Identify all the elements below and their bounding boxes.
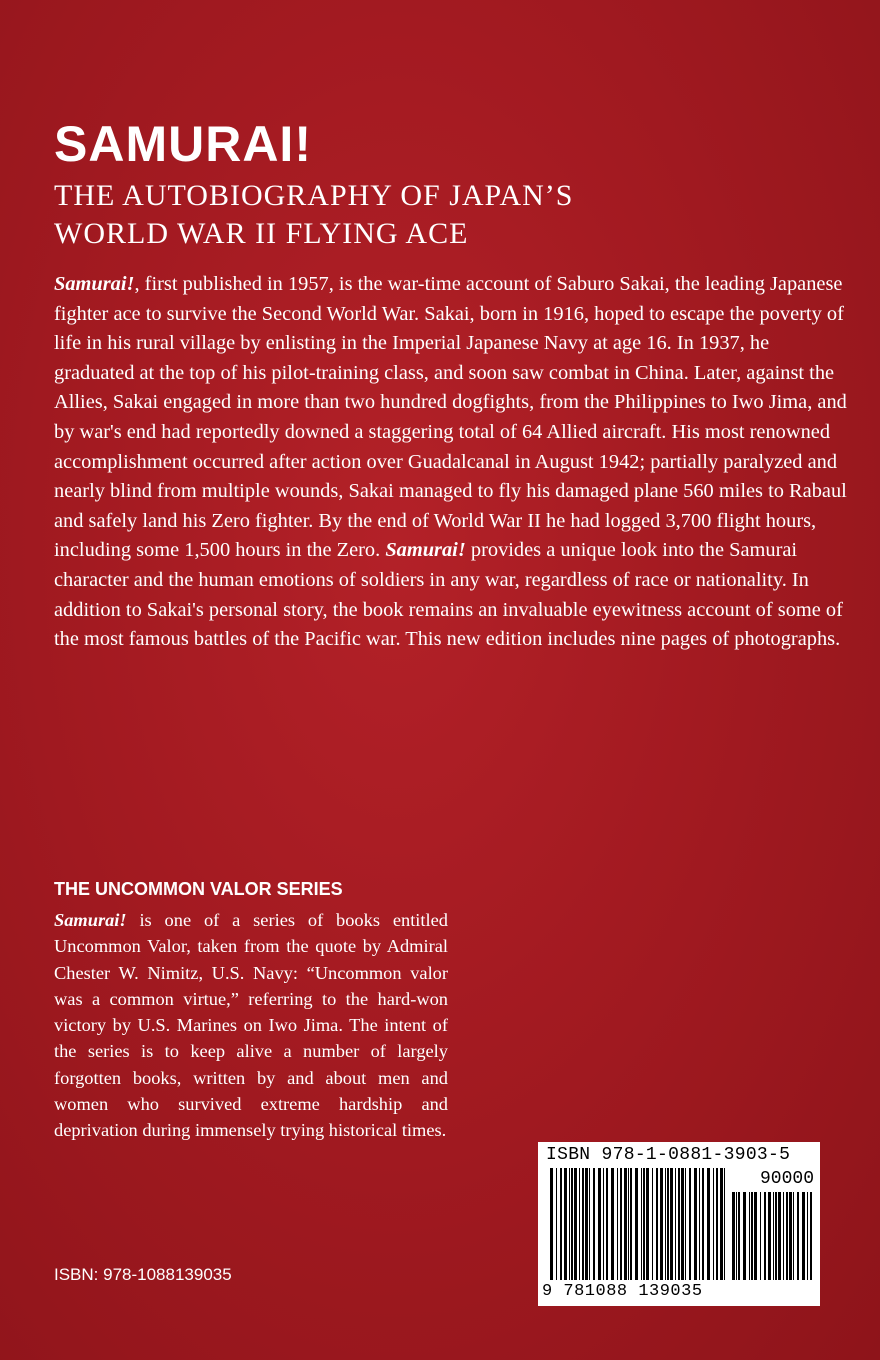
barcode-bar — [598, 1168, 601, 1280]
book-title: SAMURAI! — [54, 116, 312, 172]
addon-bar — [736, 1192, 737, 1280]
addon-bar — [764, 1192, 766, 1280]
addon-bar — [793, 1192, 794, 1280]
barcode-bar — [724, 1168, 725, 1280]
barcode-bar — [652, 1168, 653, 1280]
series-lead-title: Samurai! — [54, 910, 127, 930]
addon-bar — [797, 1192, 799, 1280]
barcode-bar — [606, 1168, 608, 1280]
description-mid-title: Samurai! — [385, 539, 466, 562]
barcode-bar — [646, 1168, 649, 1280]
series-heading: THE UNCOMMON VALOR SERIES — [54, 879, 343, 899]
addon-bar — [802, 1192, 805, 1280]
barcode-bar — [611, 1168, 614, 1280]
addon-bar — [760, 1192, 761, 1280]
barcode-bar — [641, 1168, 642, 1280]
barcode-isbn-line: ISBN 978-1-0881-3903-5 — [546, 1145, 791, 1165]
barcode-bar — [716, 1168, 718, 1280]
series-body-text: is one of a series of books entitled Uncommon Valor, taken from the quote by Admiral Chester W. Nimitz, U.S. Navy: “Uncommon valor was a common virtue,” referring to the hard-won victory by U.S. Marines on Iwo Jima. The intent of the series is to keep alive a number of largely forgotten books, written by and about men and women who survived extreme hardship and deprivation during immensely trying historical times. — [54, 910, 448, 1141]
barcode-bar — [656, 1168, 658, 1280]
barcode-bar — [702, 1168, 704, 1280]
barcode-bar — [670, 1168, 673, 1280]
addon-bar — [738, 1192, 740, 1280]
addon-bar — [732, 1192, 735, 1280]
barcode-bar — [593, 1168, 595, 1280]
barcode-bar — [550, 1168, 553, 1280]
barcode-bar — [707, 1168, 710, 1280]
barcode-bar — [569, 1168, 570, 1280]
addon-bar — [775, 1192, 777, 1280]
barcode-bar — [574, 1168, 577, 1280]
barcode-bar — [667, 1168, 669, 1280]
addon-bar — [751, 1192, 753, 1280]
barcode-bar — [603, 1168, 604, 1280]
barcode-bar — [665, 1168, 666, 1280]
addon-bar — [783, 1192, 784, 1280]
barcode-bar — [678, 1168, 680, 1280]
barcode-bar — [556, 1168, 557, 1280]
barcode-bar — [689, 1168, 691, 1280]
addon-bar — [749, 1192, 750, 1280]
isbn-label: ISBN: 978-1088139035 — [54, 1265, 232, 1284]
description-part-2: provides a unique look into the Samurai character and the human emotions of soldiers in any war, regardless of race or nationality. In addition to Sakai's personal story, the book remains an invaluable eyewitness account of some of the most famous battles of the Pacific war. This new edition includes nine pages of photographs. — [54, 539, 843, 651]
book-subtitle — [54, 177, 754, 253]
subtitle-line-1: THE AUTOBIOGRAPHY OF JAPAN’S — [54, 179, 574, 212]
barcode-bar — [571, 1168, 573, 1280]
series-description — [54, 907, 448, 1144]
addon-bar — [807, 1192, 808, 1280]
addon-bar — [768, 1192, 771, 1280]
addon-bar — [754, 1192, 757, 1280]
barcode-bar — [585, 1168, 588, 1280]
barcode-bar — [681, 1168, 684, 1280]
barcode-price-code: 90000 — [759, 1169, 814, 1189]
barcode-bar — [560, 1168, 562, 1280]
barcode-bar — [675, 1168, 676, 1280]
barcode-bar — [589, 1168, 590, 1280]
description-part-1: , first published in 1957, is the war-time account of Saburo Sakai, the leading Japanese fighter ace to survive the Second World War. Sakai, born in 1916, hoped to escape the poverty of life in his rural village by enlisting in the Imperial Japanese Navy at age 16. In 1937, he graduated at the top of his pilot-training class, and soon saw combat in China. Later, against the Allies, Sakai engaged in more than two hundred dogfights, from the Philippines to Iwo Jima, and by war's end had reportedly downed a staggering total of 64 Allied aircraft. His most renowned accomplishment occurred after action over Guadalcanal in August 1942; partially paralyzed and nearly blind from multiple wounds, Sakai managed to fly his damaged plane 560 miles to Rabaul and safely land his Zero fighter. By the end of World War II he had logged 3,700 flight hours, including some 1,500 hours in the Zero. — [54, 273, 847, 562]
barcode-bar — [720, 1168, 723, 1280]
barcode-bar — [643, 1168, 645, 1280]
barcode-bar — [685, 1168, 686, 1280]
barcode-bar — [624, 1168, 627, 1280]
addon-bar — [789, 1192, 792, 1280]
book-description — [54, 270, 854, 655]
barcode-digits: 9 781088 139035 — [542, 1282, 703, 1301]
barcode-bar — [635, 1168, 638, 1280]
addon-bar — [773, 1192, 774, 1280]
subtitle-line-2: WORLD WAR II FLYING ACE — [54, 217, 469, 250]
description-lead-title: Samurai! — [54, 273, 135, 295]
barcode-bar — [617, 1168, 618, 1280]
barcode-bar — [660, 1168, 663, 1280]
barcode-bar — [713, 1168, 714, 1280]
addon-bar — [786, 1192, 788, 1280]
barcode-bar — [620, 1168, 622, 1280]
barcode-bar — [630, 1168, 632, 1280]
barcode-bar — [582, 1168, 584, 1280]
barcode-box — [538, 1142, 820, 1306]
barcode-bar — [628, 1168, 629, 1280]
addon-bar — [778, 1192, 781, 1280]
addon-bar — [743, 1192, 746, 1280]
barcode-bar — [579, 1168, 580, 1280]
barcode-bar — [564, 1168, 567, 1280]
barcode-bar — [699, 1168, 700, 1280]
addon-bar — [810, 1192, 812, 1280]
barcode-bar — [694, 1168, 697, 1280]
